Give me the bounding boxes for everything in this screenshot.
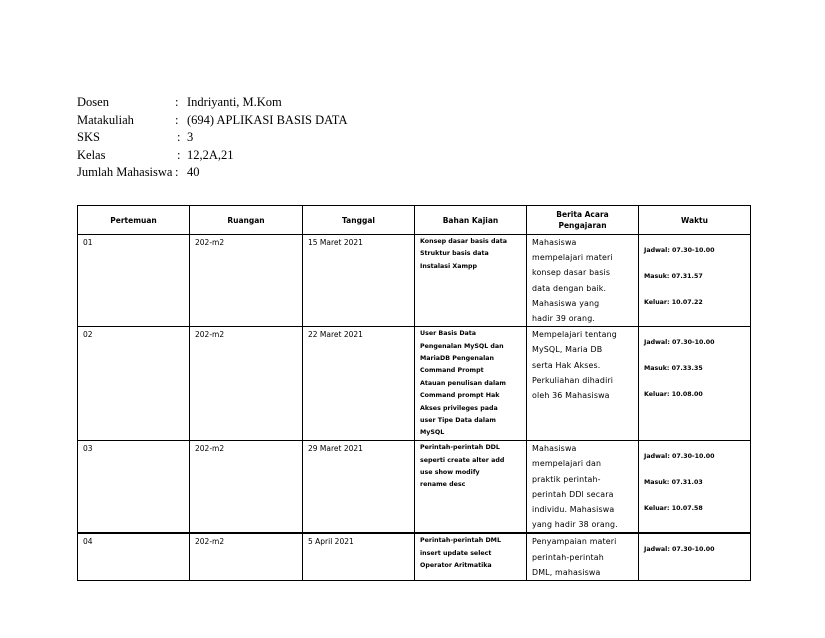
bahan-line: Struktur basis data xyxy=(420,250,489,258)
cell-pertemuan xyxy=(78,327,190,441)
header-bahan-kajian: Bahan Kajian xyxy=(415,206,527,235)
berita-line: mempelajari dan xyxy=(532,459,602,469)
cell-pertemuan xyxy=(78,235,190,327)
cell-berita-acara xyxy=(527,441,639,534)
cell-bahan-kajian xyxy=(415,533,527,580)
cell-ruangan xyxy=(190,327,303,441)
berita-line: individu. Mahasiswa xyxy=(532,505,615,515)
bahan-line: user Tipe Data dalam xyxy=(420,417,496,425)
cell-tanggal xyxy=(303,235,415,327)
waktu-jadwal: Jadwal: 07.30-10.00 xyxy=(644,339,715,347)
waktu-masuk: Masuk: 07.33.35 xyxy=(644,365,703,373)
info-row-sks xyxy=(77,129,347,147)
cell-ruangan xyxy=(190,533,303,580)
table-row xyxy=(78,441,751,534)
table-row xyxy=(78,327,751,441)
pertemuan-value: 02 xyxy=(83,330,93,340)
header-pertemuan: Pertemuan xyxy=(78,206,190,235)
bahan-line: Perintah-perintah DML xyxy=(420,537,501,545)
header-tanggal: Tanggal xyxy=(303,206,415,235)
table-header-row xyxy=(78,206,751,235)
berita-line: Mahasiswa xyxy=(532,238,577,247)
table-row xyxy=(78,533,751,580)
header-berita-acara: Berita Acara Pengajaran xyxy=(527,206,639,235)
course-info xyxy=(77,94,347,182)
waktu-jadwal: Jadwal: 07.30-10.00 xyxy=(644,546,715,554)
ruangan-value: 202-m2 xyxy=(195,537,225,547)
berita-line: perintah-perintah xyxy=(532,552,604,562)
header-ruangan: Ruangan xyxy=(190,206,303,235)
waktu-keluar: Keluar: 10.07.58 xyxy=(644,505,703,513)
info-row-kelas xyxy=(77,147,347,165)
cell-ruangan xyxy=(190,441,303,534)
ruangan-value: 202-m2 xyxy=(195,444,225,454)
bahan-line: seperti create alter add xyxy=(420,456,505,464)
waktu-masuk: Masuk: 07.31.03 xyxy=(644,479,703,487)
cell-waktu xyxy=(639,327,751,441)
berita-line: oleh 36 Mahasiswa xyxy=(532,391,610,401)
cell-bahan-kajian xyxy=(415,327,527,441)
bahan-line: Akses privileges pada xyxy=(420,404,498,412)
cell-tanggal xyxy=(303,327,415,441)
bahan-line: use show modify xyxy=(420,469,480,477)
schedule-table xyxy=(77,205,751,581)
bahan-line: Instalasi Xampp xyxy=(420,262,478,270)
info-value: (694) APLIKASI BASIS DATA xyxy=(187,112,348,127)
bahan-line: Pengenalan MySQL dan xyxy=(420,342,504,350)
cell-pertemuan xyxy=(78,441,190,534)
bahan-line: Konsep dasar basis data xyxy=(420,238,507,245)
berita-line: MySQL, Maria DB xyxy=(532,345,603,355)
cell-waktu xyxy=(639,441,751,534)
bahan-line: MariaDB Pengenalan xyxy=(420,355,495,363)
berita-line: yang hadir 38 orang. xyxy=(532,520,618,530)
bahan-line: Operator Aritmatika xyxy=(420,562,492,570)
info-label: Matakuliah xyxy=(77,112,134,127)
berita-line: hadir 39 orang. xyxy=(532,314,596,324)
tanggal-value: 29 Maret 2021 xyxy=(308,444,363,454)
cell-pertemuan xyxy=(78,533,190,580)
berita-line: konsep dasar basis xyxy=(532,268,611,278)
waktu-jadwal: Jadwal: 07.30-10.00 xyxy=(644,247,715,254)
waktu-keluar: Keluar: 10.07.22 xyxy=(644,299,703,306)
info-value: 40 xyxy=(187,165,200,180)
berita-line: Perkuliahan dihadiri xyxy=(532,375,614,385)
info-row-matakuliah xyxy=(77,112,347,130)
berita-line: Mempelajari tentang xyxy=(532,330,617,340)
cell-berita-acara xyxy=(527,533,639,580)
info-label: Dosen xyxy=(77,95,109,109)
berita-line: Mahasiswa xyxy=(532,444,577,454)
bahan-line: rename desc xyxy=(420,481,466,489)
info-row-dosen xyxy=(77,94,347,112)
info-colon: : xyxy=(175,112,179,127)
info-colon: : xyxy=(177,147,181,162)
bahan-line: insert update select xyxy=(420,549,492,557)
cell-ruangan xyxy=(190,235,303,327)
waktu-jadwal: Jadwal: 07.30-10.00 xyxy=(644,453,715,461)
info-value: 12,2A,21 xyxy=(187,147,234,162)
pertemuan-value: 01 xyxy=(83,238,93,247)
cell-tanggal xyxy=(303,441,415,534)
tanggal-value: 15 Maret 2021 xyxy=(308,238,363,247)
cell-berita-acara xyxy=(527,327,639,441)
bahan-line: Atauan penulisan dalam xyxy=(420,379,506,387)
berita-line: serta Hak Akses. xyxy=(532,360,601,370)
bahan-line: Command prompt Hak xyxy=(420,392,500,400)
bahan-line: Command Prompt xyxy=(420,367,484,375)
cell-tanggal xyxy=(303,533,415,580)
pertemuan-value: 03 xyxy=(83,444,93,454)
bahan-line: MySQL xyxy=(420,429,445,437)
tanggal-value: 22 Maret 2021 xyxy=(308,330,363,340)
berita-line: DML, mahasiswa xyxy=(532,567,601,577)
berita-line: Penyampaian materi xyxy=(532,537,617,547)
cell-berita-acara xyxy=(527,235,639,327)
info-colon: : xyxy=(175,95,179,109)
ruangan-value: 202-m2 xyxy=(195,330,225,340)
info-colon: : xyxy=(175,165,179,180)
waktu-masuk: Masuk: 07.31.57 xyxy=(644,273,703,280)
header-waktu: Waktu xyxy=(639,206,751,235)
info-value: Indriyanti, M.Kom xyxy=(187,95,282,109)
info-colon: : xyxy=(177,130,181,145)
berita-line: praktik perintah- xyxy=(532,474,601,484)
berita-line: data dengan baik. xyxy=(532,283,607,293)
cell-waktu xyxy=(639,533,751,580)
berita-line: perintah DDl secara xyxy=(532,489,614,499)
ruangan-value: 202-m2 xyxy=(195,238,225,247)
bahan-line: User Basis Data xyxy=(420,330,477,338)
cell-bahan-kajian xyxy=(415,441,527,534)
waktu-keluar: Keluar: 10.08.00 xyxy=(644,391,703,399)
berita-line: Mahasiswa yang xyxy=(532,298,600,308)
cell-waktu xyxy=(639,235,751,327)
info-label: Jumlah Mahasiswa xyxy=(77,165,173,180)
tanggal-value: 5 April 2021 xyxy=(308,537,354,547)
berita-line: mempelajari materi xyxy=(532,253,613,263)
table-row xyxy=(78,235,751,327)
info-row-jumlah-mahasiswa xyxy=(77,164,347,182)
bahan-line: Perintah-perintah DDL xyxy=(420,444,500,452)
pertemuan-value: 04 xyxy=(83,537,93,547)
info-value: 3 xyxy=(187,130,194,145)
info-label: Kelas xyxy=(77,147,106,162)
cell-bahan-kajian xyxy=(415,235,527,327)
info-label: SKS xyxy=(77,130,100,145)
